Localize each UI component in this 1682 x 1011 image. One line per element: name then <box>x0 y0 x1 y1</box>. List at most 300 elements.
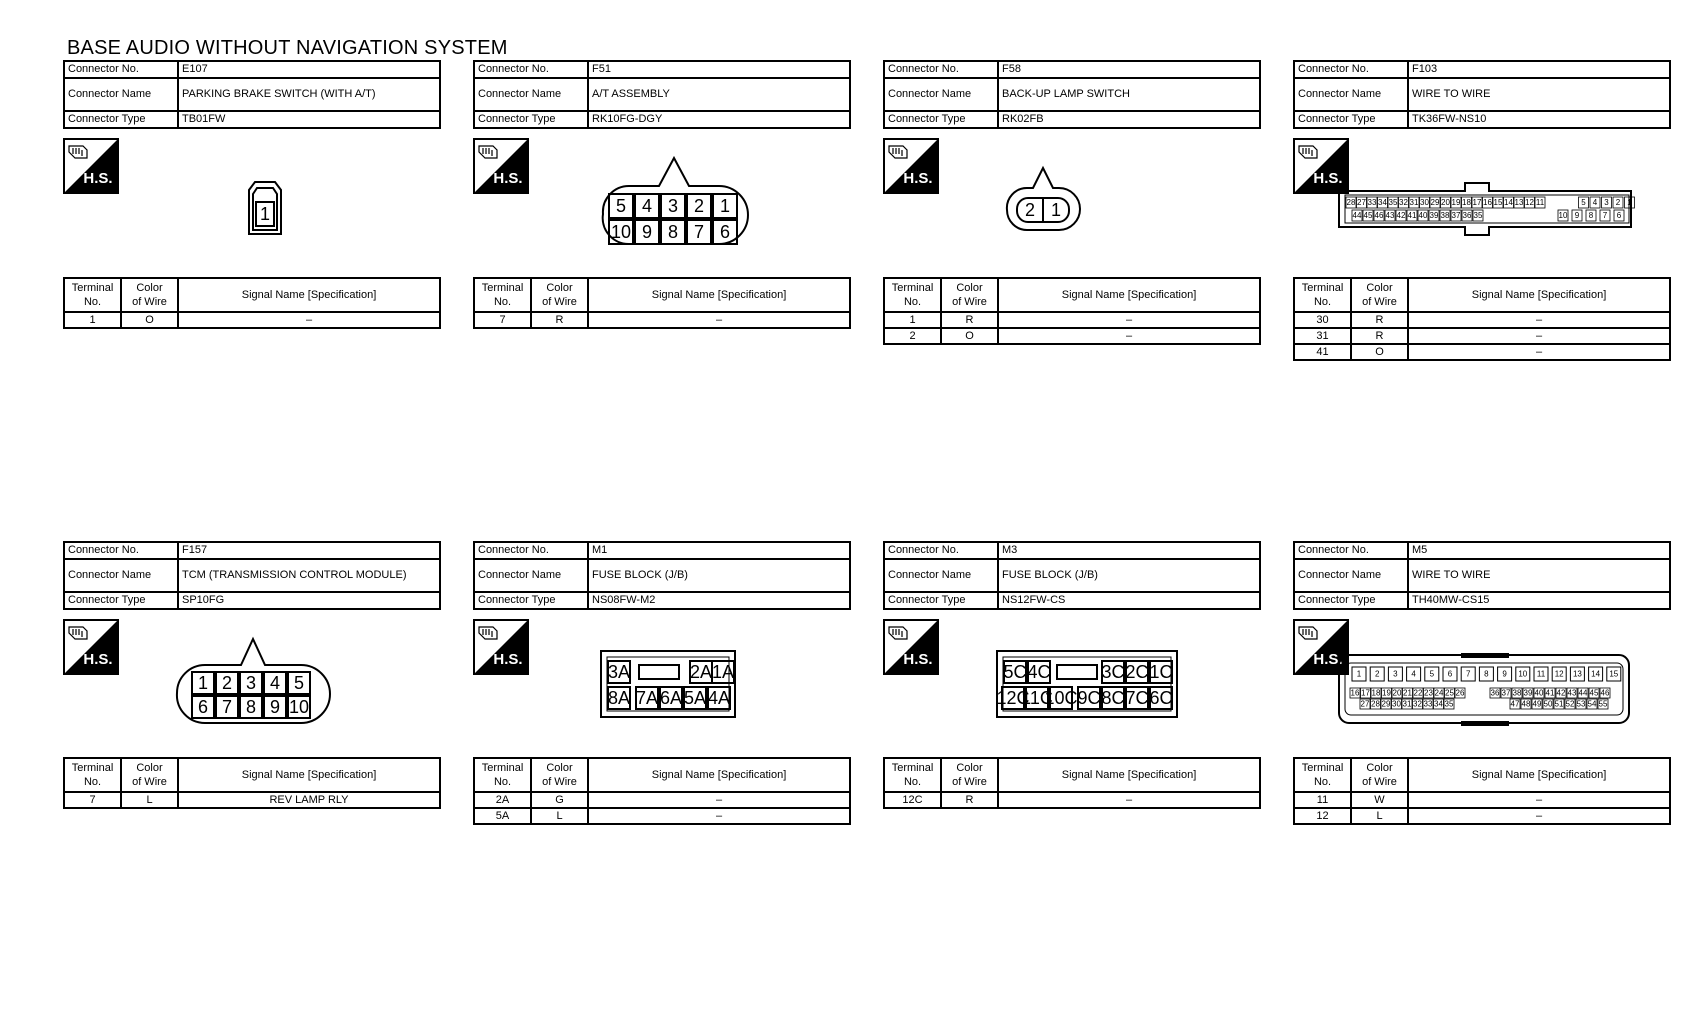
table-row <box>1294 344 1670 360</box>
pin-label: 42 <box>1396 211 1406 220</box>
connector-type-label: Connector Type <box>64 592 178 609</box>
connector-name-label: Connector Name <box>1294 78 1408 111</box>
pin-label: 7 <box>221 697 233 717</box>
terminal-no-header <box>1294 758 1351 792</box>
pin-label: 19 <box>1382 688 1391 698</box>
pin-label: 10 <box>1518 669 1528 679</box>
hs-label: H.S. <box>83 170 113 187</box>
color-header-line2: of Wire <box>952 296 987 308</box>
pin-label: 46 <box>1374 211 1384 220</box>
table-row <box>884 792 1260 808</box>
terminal-no-header <box>64 758 121 792</box>
pin-label: 40 <box>1418 211 1428 220</box>
pin-label: 16 <box>1350 688 1360 698</box>
pin-label: 1 <box>719 196 731 216</box>
pin-label: 6 <box>1447 669 1453 679</box>
connector-diagram <box>243 178 287 238</box>
pin-label: 45 <box>1589 688 1599 698</box>
color-of-wire-header <box>1351 278 1408 312</box>
terminal-no-header <box>884 278 941 312</box>
connector-diagram <box>1335 177 1635 239</box>
connector-type-label: Connector Type <box>474 592 588 609</box>
table-row <box>884 312 1260 328</box>
connector-name-label: Connector Name <box>884 559 998 592</box>
color-of-wire-header <box>121 278 178 312</box>
connector-panel-m1 <box>473 541 851 1011</box>
color-of-wire-header <box>531 758 588 792</box>
signal-name-cell: – <box>588 792 850 808</box>
wire-color-cell: O <box>1351 344 1408 360</box>
signal-name-cell: REV LAMP RLY <box>178 792 440 808</box>
pin-label: 36 <box>1490 688 1500 698</box>
harness-side-icon <box>883 138 939 194</box>
wire-color-cell: W <box>1351 792 1408 808</box>
pin-label: 32 <box>1399 198 1408 207</box>
color-header-line1: Color <box>136 282 163 294</box>
pin-label: 4 <box>1592 198 1598 207</box>
table-row <box>474 792 850 808</box>
signal-name-cell: – <box>1408 328 1670 344</box>
signal-name-cell: – <box>998 328 1260 344</box>
connector-type-value: RK02FB <box>998 111 1260 128</box>
color-header-line2: of Wire <box>542 296 577 308</box>
pin-label: 8 <box>1588 211 1594 220</box>
terminal-header-line1: Terminal <box>71 762 114 774</box>
pin-label: 31 <box>1409 198 1419 207</box>
pin-label: 19 <box>1451 198 1461 207</box>
pin-label: 52 <box>1565 699 1575 709</box>
pin-label: 12 <box>1554 669 1564 679</box>
pin-label: 15 <box>1493 198 1503 207</box>
pin-label: 1 <box>259 204 271 224</box>
pin-label: 2C <box>1125 662 1149 682</box>
pin-label: 10 <box>610 222 632 242</box>
pin-label: 20 <box>1441 198 1450 207</box>
connector-diagram <box>173 633 333 733</box>
connector-info-table <box>883 541 1261 610</box>
pin-label: 31 <box>1402 699 1412 709</box>
pin-label: 44 <box>1352 211 1362 220</box>
connector-name-value: WIRE TO WIRE <box>1408 559 1670 592</box>
pin-label: 18 <box>1371 688 1381 698</box>
connector-name-label: Connector Name <box>64 78 178 111</box>
pin-label: 1C <box>1149 662 1173 682</box>
table-row <box>64 792 440 808</box>
pin-label: 33 <box>1367 198 1377 207</box>
connector-diagram <box>1335 649 1635 729</box>
pin-label: 48 <box>1521 699 1531 709</box>
wire-color-cell: L <box>531 808 588 824</box>
pin-label: 5 <box>293 673 305 693</box>
pin-label: 27 <box>1357 198 1366 207</box>
pin-label: 10 <box>288 697 310 717</box>
terminal-no-header <box>64 278 121 312</box>
pin-label: 2 <box>1374 669 1380 679</box>
pin-label: 3 <box>667 196 679 216</box>
color-header-line1: Color <box>956 762 983 774</box>
pin-label: 55 <box>1598 699 1608 709</box>
pin-label: 2 <box>1024 200 1036 220</box>
connector-name-value: A/T ASSEMBLY <box>588 78 850 111</box>
terminal-no-cell: 12C <box>884 792 941 808</box>
wire-color-cell: R <box>531 312 588 328</box>
connector-type-label: Connector Type <box>64 111 178 128</box>
pin-label: 1A <box>711 662 735 682</box>
pin-label: 4 <box>1411 669 1416 679</box>
connector-panel-f58 <box>883 60 1261 530</box>
pin-label: 8 <box>1484 669 1489 679</box>
pin-label: 29 <box>1430 198 1440 207</box>
connector-name-label: Connector Name <box>474 78 588 111</box>
pin-label: 32 <box>1413 699 1422 709</box>
harness-side-icon <box>473 619 529 675</box>
signal-name-cell: – <box>588 808 850 824</box>
terminal-no-cell: 41 <box>1294 344 1351 360</box>
pin-label: 3C <box>1101 662 1125 682</box>
pin-label: 17 <box>1361 688 1370 698</box>
table-row <box>1294 808 1670 824</box>
pin-label: 7 <box>1465 669 1471 679</box>
pin-label: 6C <box>1149 688 1173 708</box>
color-header-line1: Color <box>956 282 983 294</box>
signal-name-header: Signal Name [Specification] <box>1408 758 1670 792</box>
terminal-header-line2: No. <box>1313 296 1332 308</box>
color-header-line2: of Wire <box>1362 776 1397 788</box>
connector-no-label: Connector No. <box>64 542 178 559</box>
hs-label: H.S. <box>903 651 933 668</box>
harness-side-icon <box>63 619 119 675</box>
terminal-header-line1: Terminal <box>891 282 934 294</box>
signal-name-header: Signal Name [Specification] <box>588 758 850 792</box>
pin-label: 1 <box>1627 198 1632 207</box>
pin-label: 11 <box>1536 669 1546 679</box>
signal-name-cell: – <box>1408 312 1670 328</box>
pin-label: 14 <box>1504 198 1513 207</box>
pin-label: 43 <box>1385 211 1395 220</box>
terminal-header-line2: No. <box>1313 776 1332 788</box>
connector-name-label: Connector Name <box>1294 559 1408 592</box>
wire-color-cell: L <box>1351 808 1408 824</box>
terminal-header-line1: Terminal <box>481 282 524 294</box>
table-row <box>64 312 440 328</box>
pin-label: 9 <box>1502 669 1507 679</box>
pin-label: 13 <box>1572 669 1582 679</box>
pin-label: 53 <box>1576 699 1586 709</box>
pin-label: 25 <box>1445 688 1454 698</box>
connector-type-value: TK36FW-NS10 <box>1408 111 1670 128</box>
hs-label: H.S. <box>1313 170 1343 187</box>
pin-label: 2 <box>693 196 705 216</box>
pin-label: 3 <box>1604 198 1609 207</box>
connector-info-table <box>63 541 441 610</box>
pin-label: 8A <box>607 688 631 708</box>
pin-label: 30 <box>1420 198 1429 207</box>
pin-label: 27 <box>1360 699 1370 709</box>
pin-label: 1 <box>197 673 209 693</box>
pin-label: 5 <box>615 196 627 216</box>
terminal-no-cell: 31 <box>1294 328 1351 344</box>
color-of-wire-header <box>941 278 998 312</box>
wire-color-cell: R <box>941 312 998 328</box>
pin-label: 23 <box>1424 688 1433 698</box>
terminal-header-line1: Terminal <box>891 762 934 774</box>
connector-diagram <box>995 649 1179 721</box>
table-row <box>1294 312 1670 328</box>
terminal-table <box>883 757 1261 809</box>
pin-label: 6 <box>719 222 731 242</box>
connector-name-label: Connector Name <box>64 559 178 592</box>
pin-label: 26 <box>1455 688 1465 698</box>
signal-name-header: Signal Name [Specification] <box>998 278 1260 312</box>
pin-label: 5 <box>1581 198 1586 207</box>
pin-label: 6 <box>1616 211 1622 220</box>
connector-no-value: F103 <box>1408 61 1670 78</box>
pin-label: 30 <box>1392 699 1401 709</box>
pin-label: 41 <box>1545 688 1555 698</box>
pin-label: 18 <box>1462 198 1471 207</box>
color-of-wire-header <box>941 758 998 792</box>
terminal-no-cell: 12 <box>1294 808 1351 824</box>
pin-label: 4A <box>707 688 731 708</box>
terminal-header-line1: Terminal <box>71 282 114 294</box>
connector-name-value: BACK-UP LAMP SWITCH <box>998 78 1260 111</box>
connector-panel-f51 <box>473 60 851 530</box>
pin-label: 40 <box>1534 688 1544 698</box>
pin-label: 45 <box>1363 211 1373 220</box>
connector-name-value: WIRE TO WIRE <box>1408 78 1670 111</box>
terminal-no-header <box>474 278 531 312</box>
signal-name-header: Signal Name [Specification] <box>178 758 440 792</box>
pin-label: 3 <box>245 673 257 693</box>
pin-label: 9 <box>269 697 281 717</box>
connector-no-value: M5 <box>1408 542 1670 559</box>
connector-type-label: Connector Type <box>1294 592 1408 609</box>
signal-name-cell: – <box>1408 808 1670 824</box>
wire-color-cell: G <box>531 792 588 808</box>
pin-label: 46 <box>1600 688 1610 698</box>
pin-label: 17 <box>1472 198 1482 207</box>
table-row <box>474 808 850 824</box>
table-row <box>1294 792 1670 808</box>
pin-label: 6A <box>659 688 683 708</box>
pin-label: 6 <box>197 697 209 717</box>
pin-label: 3 <box>1393 669 1398 679</box>
terminal-no-cell: 7 <box>64 792 121 808</box>
connector-type-label: Connector Type <box>884 592 998 609</box>
pin-label: 35 <box>1473 211 1483 220</box>
pin-label: 51 <box>1554 699 1564 709</box>
pin-label: 12 <box>1525 198 1534 207</box>
harness-side-icon <box>883 619 939 675</box>
connector-type-label: Connector Type <box>884 111 998 128</box>
pin-label: 15 <box>1609 669 1619 679</box>
hs-label: H.S. <box>493 170 523 187</box>
color-header-line1: Color <box>546 762 573 774</box>
pin-label: 10C <box>1044 688 1078 708</box>
pin-label: 24 <box>1434 688 1444 698</box>
connector-name-value: PARKING BRAKE SWITCH (WITH A/T) <box>178 78 440 111</box>
connector-no-label: Connector No. <box>474 61 588 78</box>
connector-no-label: Connector No. <box>1294 61 1408 78</box>
wire-color-cell: O <box>941 328 998 344</box>
color-header-line2: of Wire <box>1362 296 1397 308</box>
pin-label: 36 <box>1462 211 1472 220</box>
pin-label: 13 <box>1514 198 1524 207</box>
color-header-line2: of Wire <box>952 776 987 788</box>
terminal-no-cell: 11 <box>1294 792 1351 808</box>
terminal-no-cell: 7 <box>474 312 531 328</box>
connector-info-table <box>1293 541 1671 610</box>
terminal-header-line2: No. <box>903 776 922 788</box>
terminal-no-cell: 30 <box>1294 312 1351 328</box>
terminal-table <box>1293 757 1671 825</box>
connector-name-value: FUSE BLOCK (J/B) <box>998 559 1260 592</box>
connector-info-table <box>1293 60 1671 129</box>
pin-label: 34 <box>1434 699 1443 709</box>
pin-label: 34 <box>1378 198 1387 207</box>
signal-name-cell: – <box>998 312 1260 328</box>
pin-label: 29 <box>1381 699 1391 709</box>
connector-type-value: NS12FW-CS <box>998 592 1260 609</box>
connector-name-value: FUSE BLOCK (J/B) <box>588 559 850 592</box>
pin-label: 8 <box>667 222 679 242</box>
wire-color-cell: R <box>1351 328 1408 344</box>
signal-name-cell: – <box>588 312 850 328</box>
pin-label: 38 <box>1440 211 1450 220</box>
signal-name-header: Signal Name [Specification] <box>178 278 440 312</box>
terminal-header-line2: No. <box>493 776 512 788</box>
color-of-wire-header <box>531 278 588 312</box>
pin-label: 2A <box>689 662 713 682</box>
connector-type-value: RK10FG-DGY <box>588 111 850 128</box>
connector-panel-m3 <box>883 541 1261 1011</box>
harness-side-icon <box>63 138 119 194</box>
color-header-line1: Color <box>1366 762 1393 774</box>
pin-label: 9 <box>1574 211 1580 220</box>
pin-label: 11 <box>1535 198 1545 207</box>
connector-no-label: Connector No. <box>884 61 998 78</box>
pin-label: 35 <box>1444 699 1454 709</box>
connector-type-value: NS08FW-M2 <box>588 592 850 609</box>
pin-label: 4 <box>641 196 653 216</box>
hs-label: H.S. <box>83 651 113 668</box>
pin-label: 33 <box>1423 699 1433 709</box>
pin-label: 4 <box>269 673 281 693</box>
pin-label: 2 <box>1615 198 1621 207</box>
pin-label: 28 <box>1346 198 1356 207</box>
pin-label: 39 <box>1523 688 1533 698</box>
terminal-header-line1: Terminal <box>1301 282 1344 294</box>
pin-label: 2 <box>221 673 233 693</box>
terminal-no-header <box>884 758 941 792</box>
connector-name-label: Connector Name <box>884 78 998 111</box>
pin-label: 7C <box>1125 688 1149 708</box>
color-header-line1: Color <box>546 282 573 294</box>
pin-label: 16 <box>1483 198 1492 207</box>
pin-label: 47 <box>1510 699 1520 709</box>
connector-info-table <box>63 60 441 129</box>
hs-label: H.S. <box>1313 651 1343 668</box>
connector-panel-e107 <box>63 60 441 530</box>
terminal-header-line2: No. <box>83 296 102 308</box>
pin-label: 39 <box>1429 211 1439 220</box>
wire-color-cell: R <box>941 792 998 808</box>
pin-label: 43 <box>1567 688 1577 698</box>
pin-label: 5C <box>1003 662 1027 682</box>
connector-name-value: TCM (TRANSMISSION CONTROL MODULE) <box>178 559 440 592</box>
connector-no-value: M1 <box>588 542 850 559</box>
pin-label: 7A <box>635 688 659 708</box>
wire-color-cell: O <box>121 312 178 328</box>
signal-name-header: Signal Name [Specification] <box>998 758 1260 792</box>
connector-type-value: TB01FW <box>178 111 440 128</box>
pin-label: 5A <box>683 688 707 708</box>
terminal-header-line2: No. <box>83 776 102 788</box>
color-of-wire-header <box>121 758 178 792</box>
pin-label: 12C <box>996 688 1030 708</box>
pin-label: 37 <box>1501 688 1511 698</box>
terminal-header-line1: Terminal <box>481 762 524 774</box>
hs-label: H.S. <box>903 170 933 187</box>
terminal-header-line2: No. <box>903 296 922 308</box>
terminal-no-cell: 1 <box>884 312 941 328</box>
terminal-table <box>63 757 441 809</box>
pin-label: 20 <box>1392 688 1402 698</box>
page-title: BASE AUDIO WITHOUT NAVIGATION SYSTEM <box>67 37 508 59</box>
terminal-table <box>1293 277 1671 361</box>
pin-label: 4C <box>1027 662 1051 682</box>
pin-label: 35 <box>1388 198 1398 207</box>
signal-name-cell: – <box>1408 792 1670 808</box>
pin-label: 7 <box>693 222 705 242</box>
pin-label: 5 <box>1429 669 1435 679</box>
pin-label: 14 <box>1591 669 1601 679</box>
pin-label: 49 <box>1532 699 1542 709</box>
connector-no-label: Connector No. <box>474 542 588 559</box>
pin-label: 3A <box>607 662 631 682</box>
table-row <box>884 328 1260 344</box>
pin-label: 21 <box>1403 688 1412 698</box>
connector-no-label: Connector No. <box>1294 542 1408 559</box>
signal-name-header: Signal Name [Specification] <box>1408 278 1670 312</box>
terminal-header-line1: Terminal <box>1301 762 1344 774</box>
signal-name-header: Signal Name [Specification] <box>588 278 850 312</box>
terminal-no-cell: 2A <box>474 792 531 808</box>
terminal-header-line2: No. <box>493 296 512 308</box>
connector-info-table <box>473 60 851 129</box>
pin-label: 42 <box>1556 688 1566 698</box>
signal-name-cell: – <box>178 312 440 328</box>
connector-no-value: F51 <box>588 61 850 78</box>
connector-info-table <box>473 541 851 610</box>
color-of-wire-header <box>1351 758 1408 792</box>
terminal-no-cell: 1 <box>64 312 121 328</box>
color-header-line2: of Wire <box>132 776 167 788</box>
connector-no-value: F157 <box>178 542 440 559</box>
connector-diagram <box>599 649 739 721</box>
pin-label: 38 <box>1512 688 1522 698</box>
color-header-line1: Color <box>136 762 163 774</box>
terminal-table <box>883 277 1261 345</box>
harness-side-icon <box>473 138 529 194</box>
pin-label: 1 <box>1050 200 1062 220</box>
hs-label: H.S. <box>493 651 523 668</box>
pin-label: 10 <box>1558 211 1568 220</box>
pin-label: 41 <box>1407 211 1417 220</box>
pin-label: 50 <box>1543 699 1553 709</box>
wire-color-cell: L <box>121 792 178 808</box>
connector-type-value: TH40MW-CS15 <box>1408 592 1670 609</box>
